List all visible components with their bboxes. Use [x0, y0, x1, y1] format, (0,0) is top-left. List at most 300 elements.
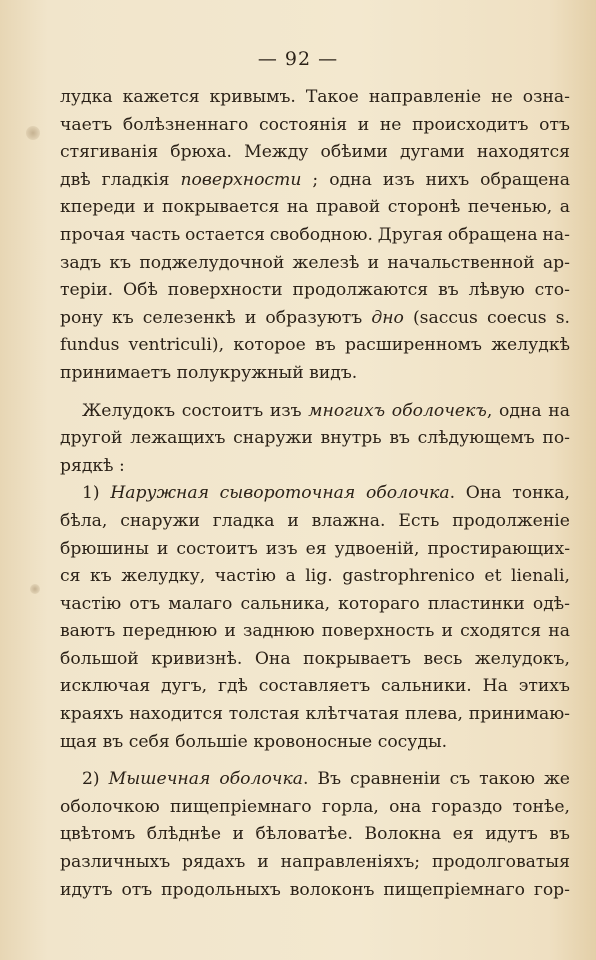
word [535, 277, 570, 305]
word-part: обѣими [320, 142, 388, 163]
word [466, 480, 502, 508]
word-part: гдѣ [217, 676, 248, 697]
word [452, 508, 570, 536]
word-part: котораго [338, 593, 420, 614]
word-part: сто- [534, 280, 570, 301]
word-part: fundus [60, 335, 120, 356]
word [398, 508, 439, 536]
word [233, 332, 305, 360]
word [60, 673, 150, 701]
word-part: состоитъ [176, 538, 258, 559]
italic-term: Мышечная [108, 769, 211, 790]
word-part: и [287, 510, 299, 531]
word [170, 794, 312, 822]
word-part: кровоносные [253, 731, 373, 752]
page-number: — 92 — [257, 48, 339, 70]
word [281, 849, 420, 877]
word [109, 766, 211, 794]
word [287, 508, 298, 536]
word-part: кпереди [60, 197, 136, 218]
word [60, 701, 123, 729]
word [556, 305, 570, 333]
word-part: а [559, 197, 570, 218]
word-part: направленіяхъ; [280, 852, 421, 873]
word-part: поверхность [321, 621, 435, 642]
word-part: Волокна [364, 824, 442, 845]
word-part: блѣднѣе [146, 824, 221, 845]
text-line [60, 250, 570, 278]
word [256, 821, 353, 849]
word-part: гладкія [101, 169, 170, 190]
word [129, 701, 223, 729]
word [380, 112, 402, 140]
word [60, 167, 91, 195]
word [383, 877, 525, 905]
word [460, 618, 541, 646]
word [123, 84, 200, 112]
word-part: gastrophrenico [342, 566, 475, 587]
word [426, 167, 470, 195]
word [60, 332, 119, 360]
word [286, 563, 296, 591]
word [270, 398, 302, 426]
word [378, 222, 443, 250]
word-part: она [389, 796, 422, 817]
word [321, 425, 382, 453]
word [366, 480, 455, 508]
italic-term: многихъ [308, 400, 386, 421]
word [542, 222, 570, 250]
word [210, 84, 296, 112]
word-part: малаго [168, 593, 233, 614]
word-part: Другая [377, 224, 443, 245]
word [329, 167, 372, 195]
word-part: : [119, 455, 125, 476]
word [450, 766, 471, 794]
word-part: ventriculi), [128, 335, 225, 356]
word-part: Обѣ [123, 280, 158, 301]
word [321, 139, 388, 167]
word [143, 305, 236, 333]
word-part: продолговатыя [431, 852, 570, 873]
word [123, 277, 158, 305]
word-part: свободною. [269, 224, 373, 245]
word-part: гораздо [431, 796, 503, 817]
word [176, 536, 257, 564]
text-line [60, 618, 570, 646]
word [60, 425, 123, 453]
text-line [60, 877, 570, 905]
word [168, 591, 232, 619]
word-part: къ [90, 566, 112, 587]
word [342, 563, 475, 591]
word [161, 877, 281, 905]
word [168, 277, 283, 305]
word [487, 305, 547, 333]
text-line [60, 849, 570, 877]
word-part: цвѣтомъ [60, 824, 136, 845]
word-part: толстая [228, 704, 300, 725]
word-part: Она [465, 483, 502, 504]
italic-term: оболочка [365, 483, 450, 504]
word-part: которое [233, 335, 306, 356]
word-part: s. [555, 307, 570, 328]
word [306, 536, 327, 564]
text-line [60, 139, 570, 167]
text-line [60, 84, 570, 112]
text-line [60, 673, 570, 701]
italic-term: оболочка [219, 769, 304, 790]
word-part: пластинки [427, 593, 525, 614]
word [316, 194, 380, 222]
word [345, 332, 482, 360]
word [388, 194, 461, 222]
word [253, 729, 372, 757]
word [170, 139, 232, 167]
word-part: другой [60, 428, 123, 449]
word-part: изъ [269, 400, 302, 421]
word [383, 167, 415, 195]
word [542, 425, 570, 453]
word-part: въ [315, 335, 336, 356]
word-part: въ [549, 824, 570, 845]
word [483, 673, 508, 701]
word [549, 821, 570, 849]
italic-term: поверхности [180, 169, 302, 190]
word [322, 618, 435, 646]
word-part: этихъ [518, 676, 570, 697]
word-part: изъ [265, 538, 298, 559]
word [315, 332, 336, 360]
word-part: снаружи [233, 428, 313, 449]
word-part: весь [423, 648, 463, 669]
word [432, 849, 570, 877]
word [469, 277, 525, 305]
word-part: тонка, [512, 483, 570, 504]
word-part: и [367, 252, 380, 273]
word [491, 84, 513, 112]
word-part: сосуды. [377, 731, 448, 752]
word-part: одна [329, 169, 372, 190]
word [175, 729, 248, 757]
text-line [60, 453, 570, 481]
word-part: частію [60, 593, 122, 614]
word-part: оболочкою [60, 796, 160, 817]
word [215, 563, 276, 591]
word [499, 398, 542, 426]
word [60, 194, 136, 222]
word [129, 332, 224, 360]
word [60, 250, 101, 278]
word [418, 425, 535, 453]
word-part: а [285, 566, 296, 587]
word [60, 877, 113, 905]
text-line [60, 729, 570, 757]
word [441, 618, 452, 646]
word-part: поджелудочной [139, 252, 285, 273]
word-part: и [244, 307, 257, 328]
word [129, 729, 170, 757]
word [448, 222, 538, 250]
word-part: не [379, 114, 402, 135]
word-part: железѣ [292, 252, 360, 273]
word-part: изъ [382, 169, 415, 190]
word-part: . [449, 483, 456, 504]
word-part: въ [102, 731, 124, 752]
text-line [60, 508, 570, 536]
word [102, 167, 170, 195]
word [428, 591, 525, 619]
word [484, 563, 501, 591]
word [350, 766, 441, 794]
word [60, 821, 135, 849]
word-part: краяхъ [60, 704, 124, 725]
word [512, 480, 570, 508]
word [259, 112, 347, 140]
word [182, 398, 263, 426]
word [548, 398, 570, 426]
word-part: и [441, 621, 453, 642]
word [219, 766, 308, 794]
word [358, 112, 369, 140]
word [387, 250, 534, 278]
word-part: удвоеній, [334, 538, 420, 559]
text-line [60, 194, 570, 222]
word-part: прочая [60, 224, 126, 245]
word-part: ваютъ [60, 621, 116, 642]
word-part: стягиванія [60, 142, 159, 163]
word [60, 729, 97, 757]
word-part: и [232, 824, 244, 845]
word-part: на [548, 621, 570, 642]
word-part: лежащихъ [130, 428, 226, 449]
text-line [60, 646, 570, 674]
word [82, 398, 175, 426]
word [533, 591, 570, 619]
text-line [60, 821, 570, 849]
word [317, 766, 341, 794]
word-part: принимаю- [468, 704, 570, 725]
word [412, 112, 528, 140]
word-part: желудокъ, [474, 648, 570, 669]
word [539, 112, 570, 140]
word [139, 250, 284, 278]
word-part: Между [244, 142, 309, 163]
word [120, 508, 200, 536]
word-part: ея [452, 824, 474, 845]
word-part: 1) [82, 483, 100, 504]
word-part: ; [312, 169, 319, 190]
word-part: такою [479, 769, 535, 790]
word [245, 305, 256, 333]
word [312, 508, 386, 536]
word-part: внутрь [320, 428, 382, 449]
word-part: озна- [522, 87, 570, 107]
word [364, 821, 441, 849]
text-line [60, 794, 570, 822]
word [255, 646, 291, 674]
italic-term: оболочекъ [391, 400, 487, 421]
word [161, 673, 207, 701]
word [485, 821, 538, 849]
word-part: coecus [486, 307, 547, 328]
word [389, 425, 410, 453]
word [287, 194, 309, 222]
word [121, 877, 152, 905]
word-part: 2) [82, 769, 100, 790]
word-part: дугъ, [161, 676, 208, 697]
word [82, 480, 100, 508]
word-part: бѣла, [60, 510, 108, 531]
word-part: состоянія [258, 114, 348, 135]
word [60, 849, 170, 877]
word-part: на [286, 197, 309, 218]
word-part: Въ [317, 769, 342, 790]
word-part: сальника, [240, 593, 331, 614]
word-part: принимаетъ [60, 362, 172, 383]
word [109, 250, 131, 278]
word-part: и [257, 852, 269, 873]
word-part: сальники. [381, 676, 472, 697]
text-line [60, 701, 570, 729]
word [427, 536, 570, 564]
word [110, 480, 209, 508]
word-part: состоитъ [181, 400, 264, 421]
word-part: обращена [480, 169, 570, 190]
text-line [60, 112, 570, 140]
word-part: правой [316, 197, 381, 218]
word [185, 222, 265, 250]
word-part: обращена [447, 224, 538, 245]
text-line [60, 536, 570, 564]
word-part: бѣловатѣе. [255, 824, 353, 845]
word [480, 167, 570, 195]
word [378, 729, 447, 757]
word-part: кривымъ. [209, 87, 296, 107]
word-part: щая [60, 731, 98, 752]
word [335, 536, 420, 564]
word-part: происходитъ [412, 114, 529, 135]
text-line [60, 563, 570, 591]
word [182, 849, 245, 877]
word-part: сравненіи [350, 769, 441, 790]
word [123, 112, 249, 140]
word-part: Она [254, 648, 291, 669]
word-part: отъ [129, 593, 161, 614]
word [513, 794, 570, 822]
word-part: видъ. [309, 362, 358, 383]
word-part: нихъ [425, 169, 470, 190]
word [306, 701, 400, 729]
text-line [60, 167, 570, 195]
word-part: сходятся [460, 621, 542, 642]
word [244, 139, 308, 167]
word-part: теріи. [60, 280, 114, 301]
word-part: ея [305, 538, 327, 559]
word-part: болѣзненнаго [122, 114, 249, 135]
word-part: съ [449, 769, 471, 790]
word [162, 194, 279, 222]
paper-stain [26, 126, 40, 140]
word [270, 222, 373, 250]
word [60, 84, 113, 112]
word [560, 194, 570, 222]
italic-term: Наружная [110, 483, 210, 504]
word [322, 794, 379, 822]
word [60, 453, 114, 481]
word [290, 877, 375, 905]
word [519, 673, 570, 701]
word-part: брюха. [170, 142, 232, 163]
word [103, 729, 124, 757]
word-part: большой [60, 648, 139, 669]
word [90, 563, 112, 591]
word-part: Такое [305, 87, 359, 107]
word [143, 194, 154, 222]
word-part: кажется [122, 87, 200, 107]
word [60, 305, 103, 333]
italic-term: сывороточная [219, 483, 356, 504]
word-part: поверхности [167, 280, 283, 301]
text-line [60, 277, 570, 305]
word-part: составляетъ [258, 676, 371, 697]
word-part: (saccus [412, 307, 478, 328]
word-part: исключая [60, 676, 151, 697]
word [400, 139, 465, 167]
body-text [60, 84, 570, 904]
text-line [60, 332, 570, 360]
word [293, 250, 360, 278]
word [413, 305, 478, 333]
text-line [60, 480, 570, 508]
word [308, 398, 385, 426]
word [548, 618, 570, 646]
word-part: рядкѣ [60, 455, 114, 476]
word-part: пищепріемнаго [383, 879, 525, 900]
word [229, 701, 300, 729]
word-part: волоконъ [289, 879, 375, 900]
word-part: къ [112, 307, 134, 328]
word [431, 794, 502, 822]
word [453, 821, 474, 849]
word [157, 536, 168, 564]
word-part: брюшины [60, 538, 149, 559]
word [371, 305, 404, 333]
word-part: и [143, 197, 155, 218]
word [224, 618, 235, 646]
word [511, 563, 570, 591]
word-part: горла, [321, 796, 379, 817]
word-part: ся [60, 566, 81, 587]
word [405, 701, 463, 729]
word-part: двѣ [60, 169, 91, 190]
word-part: и [224, 621, 236, 642]
word-part: себя [128, 731, 170, 752]
word-part: снаружи [120, 510, 200, 531]
word [60, 139, 158, 167]
word-part: желудкѣ [491, 335, 570, 356]
word [543, 250, 570, 278]
word [60, 222, 125, 250]
word-part: же [543, 769, 570, 790]
word-part: и [357, 114, 370, 135]
word [305, 563, 332, 591]
word-part: тонѣе, [512, 796, 570, 817]
word-part: различныхъ [60, 852, 171, 873]
paragraph-gap [60, 388, 570, 398]
word [60, 112, 112, 140]
word-part: въ [389, 428, 410, 449]
